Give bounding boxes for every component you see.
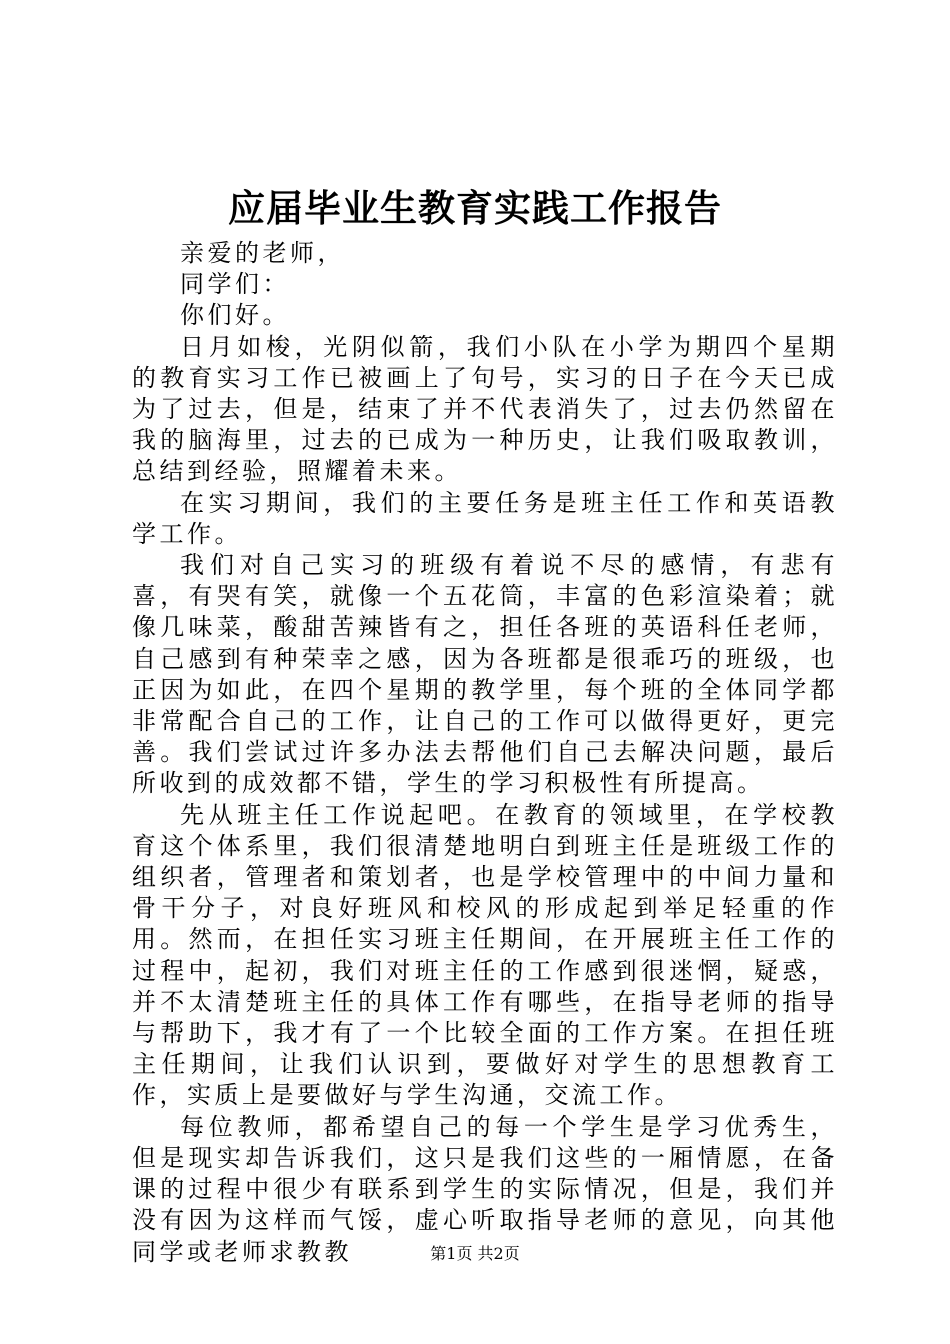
body-paragraph: 每位教师，都希望自己的每一个学生是学习优秀生，但是现实却告诉我们，这只是我们这些的一厢情愿，在备课的过程中很少有联系到学生的实际情况，但是，我们并没有因为这样而气馁，虚心听取指导老师的意见，向其他同学或老师求教教	[132, 1112, 838, 1266]
greeting-line: 同学们：	[180, 270, 290, 299]
document-body	[132, 238, 838, 1268]
page-footer: 第1页 共2页	[430, 1244, 520, 1263]
greeting-line: 亲爱的老师，	[180, 239, 345, 267]
document-title: 应届毕业生教育实践工作报告	[228, 186, 722, 230]
greeting-line: 你们好。	[180, 301, 290, 330]
body-paragraph: 我们对自己实习的班级有着说不尽的感情，有悲有喜，有哭有笑，就像一个五花筒，丰富的色彩渲染着；就像几味菜，酸甜苦辣皆有之，担任各班的英语科任老师，自己感到有种荣幸之感，因为各班都是很乖巧的班级，也正因为如此，在四个星期的教学里，每个班的全体同学都非常配合自己的工作，让自己的工作可以做得更好，更完善。我们尝试过许多办法去帮他们自己去解决问题，最后所收到的成效都不错，学生的学习积极性有所提高。	[132, 551, 838, 798]
body-paragraph: 日月如梭，光阴似箭，我们小队在小学为期四个星期的教育实习工作已被画上了句号，实习的日子在今天已成为了过去，但是，结束了并不代表消失了，过去仍然留在我的脑海里，过去的已成为一种历史，让我们吸取教训，总结到经验，照耀着未来。	[132, 332, 838, 486]
body-paragraph: 先从班主任工作说起吧。在教育的领域里，在学校教育这个体系里，我们很清楚地明白到班主任是班级工作的组织者，管理者和策划者，也是学校管理中的中间力量和骨干分子，对良好班风和校风的形成起到举足轻重的作用。然而，在担任实习班主任期间，在开展班主任工作的过程中，起初，我们对班主任的工作感到很迷惘，疑惑，并不太清楚班主任的具体工作有哪些，在指导老师的指导与帮助下，我才有了一个比较全面的工作方案。在担任班主任期间，让我们认识到，要做好对学生的思想教育工作，实质上是要做好与学生沟通，交流工作。	[132, 800, 838, 1110]
body-paragraph: 在实习期间，我们的主要任务是班主任工作和英语教学工作。	[132, 488, 838, 548]
